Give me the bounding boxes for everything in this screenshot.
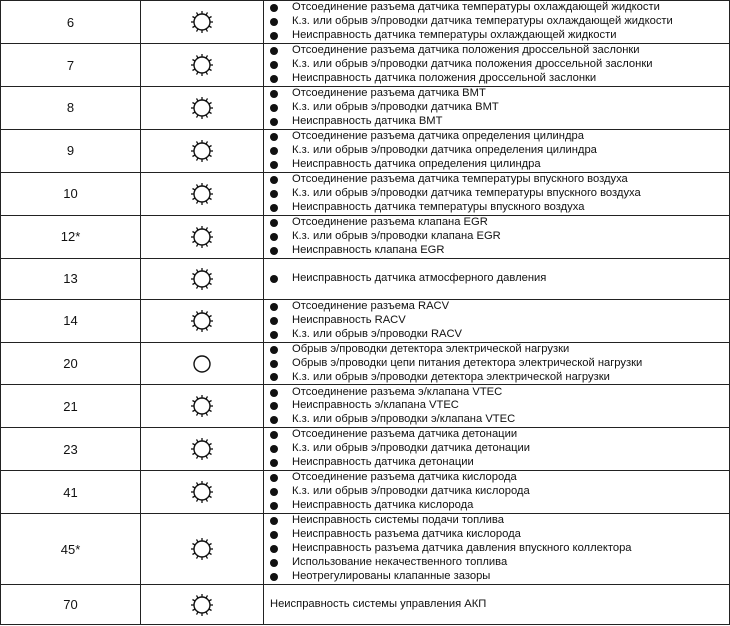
causes-cell	[264, 1, 730, 44]
cause-text: Неисправность разъема датчика давления впускного коллектора	[292, 542, 632, 555]
bullet-icon	[270, 416, 278, 424]
cause-item	[270, 44, 729, 58]
cause-item	[270, 115, 729, 129]
cause-item	[270, 328, 729, 342]
bullet-icon	[270, 133, 278, 141]
bullet-icon	[270, 517, 278, 525]
lamp-blinking-icon	[189, 436, 215, 462]
error-code-cell: 13	[1, 258, 141, 299]
error-code-cell: 10	[1, 172, 141, 215]
causes-cell	[264, 471, 730, 514]
cause-item	[270, 1, 729, 15]
cause-text: Отсоединение разъема RACV	[292, 299, 450, 312]
table-row	[1, 585, 730, 625]
cause-text: Неисправность датчика определения цилиндра	[292, 157, 541, 170]
cause-item	[270, 201, 729, 215]
cause-item	[270, 542, 729, 556]
cause-item	[270, 230, 729, 244]
bullet-icon	[270, 474, 278, 482]
table-row	[1, 428, 730, 471]
cause-text: К.з. или обрыв э/проводки датчика положения дроссельной заслонки	[292, 58, 653, 71]
cause-text: Отсоединение разъема датчика детонации	[292, 428, 518, 441]
error-code-cell: 41	[1, 471, 141, 514]
causes-cell	[264, 87, 730, 130]
causes-cell	[264, 129, 730, 172]
cause-text: Неисправность системы подачи топлива	[292, 514, 504, 527]
indicator-cell	[141, 342, 264, 385]
cause-item	[270, 413, 729, 427]
cause-text: К.з. или обрыв э/проводки э/клапана VTEC	[292, 413, 516, 426]
error-code-cell: 20	[1, 342, 141, 385]
lamp-blinking-icon	[189, 308, 215, 334]
cause-item	[270, 428, 729, 442]
cause-item	[270, 556, 729, 570]
bullet-icon	[270, 275, 278, 283]
bullet-icon	[270, 317, 278, 325]
lamp-blinking-icon	[189, 592, 215, 618]
lamp-off-icon	[189, 351, 215, 377]
indicator-cell	[141, 471, 264, 514]
indicator-cell	[141, 299, 264, 342]
error-code-cell: 14	[1, 299, 141, 342]
bullet-icon	[270, 4, 278, 12]
lamp-blinking-icon	[189, 138, 215, 164]
indicator-cell	[141, 87, 264, 130]
indicator-cell	[141, 258, 264, 299]
cause-text: Неисправность э/клапана VTEC	[292, 399, 459, 412]
bullet-icon	[270, 219, 278, 227]
bullet-icon	[270, 331, 278, 339]
bullet-icon	[270, 373, 278, 381]
bullet-icon	[270, 431, 278, 439]
cause-item	[270, 528, 729, 542]
bullet-icon	[270, 531, 278, 539]
cause-text: К.з. или обрыв э/проводки датчика кислорода	[292, 485, 530, 498]
cause-item	[270, 272, 729, 286]
bullet-icon	[270, 118, 278, 126]
cause-text: Отсоединение разъема клапана EGR	[292, 215, 488, 228]
cause-text: К.з. или обрыв э/проводки RACV	[292, 327, 463, 340]
cause-text: Обрыв э/проводки цепи питания детектора электрической нагрузки	[292, 356, 643, 369]
cause-text: Отсоединение разъема датчика положения дроссельной заслонки	[292, 44, 640, 57]
cause-text: Неисправность датчика положения дроссельной заслонки	[292, 71, 597, 84]
cause-text: К.з. или обрыв э/проводки датчика температуры впускного воздуха	[292, 186, 641, 199]
cause-text: Обрыв э/проводки детектора электрической нагрузки	[292, 342, 570, 355]
cause-item	[270, 101, 729, 115]
bullet-icon	[270, 402, 278, 410]
cause-text: Неисправность системы управления АКП	[270, 597, 487, 610]
cause-item	[270, 371, 729, 385]
cause-text: Неисправность датчика атмосферного давления	[292, 271, 547, 284]
lamp-blinking-icon	[189, 95, 215, 121]
cause-text: К.з. или обрыв э/проводки датчика детонации	[292, 442, 531, 455]
cause-item	[270, 216, 729, 230]
cause-item	[270, 442, 729, 456]
table-row	[1, 172, 730, 215]
lamp-blinking-icon	[189, 9, 215, 35]
cause-text: К.з. или обрыв э/проводки датчика определения цилиндра	[292, 143, 597, 156]
indicator-cell	[141, 129, 264, 172]
causes-cell	[264, 428, 730, 471]
bullet-icon	[270, 247, 278, 255]
cause-item	[270, 187, 729, 201]
cause-item	[270, 343, 729, 357]
causes-cell	[264, 299, 730, 342]
cause-item	[270, 485, 729, 499]
cause-text: Отсоединение разъема э/клапана VTEC	[292, 385, 503, 398]
lamp-blinking-icon	[189, 536, 215, 562]
cause-text: Неисправность разъема датчика кислорода	[292, 528, 521, 541]
cause-item	[270, 144, 729, 158]
causes-cell	[264, 385, 730, 428]
lamp-blinking-icon	[189, 266, 215, 292]
bullet-icon	[270, 303, 278, 311]
indicator-cell	[141, 585, 264, 625]
cause-text: Отсоединение разъема датчика кислорода	[292, 471, 517, 484]
causes-cell	[264, 172, 730, 215]
table-row	[1, 215, 730, 258]
table-row	[1, 385, 730, 428]
error-code-cell: 45*	[1, 514, 141, 585]
table-row	[1, 44, 730, 87]
cause-item	[270, 58, 729, 72]
cause-item	[270, 72, 729, 86]
bullet-icon	[270, 176, 278, 184]
cause-text: Неисправность клапана EGR	[292, 243, 445, 256]
cause-text: К.з. или обрыв э/проводки датчика температуры охлаждающей жидкости	[292, 15, 673, 28]
cause-item	[270, 514, 729, 528]
indicator-cell	[141, 514, 264, 585]
cause-text: Неотрегулированы клапанные зазоры	[292, 570, 491, 583]
cause-item	[270, 598, 729, 612]
cause-item	[270, 173, 729, 187]
lamp-blinking-icon	[189, 224, 215, 250]
cause-item	[270, 130, 729, 144]
indicator-cell	[141, 428, 264, 471]
table-row	[1, 471, 730, 514]
bullet-icon	[270, 18, 278, 26]
causes-cell	[264, 258, 730, 299]
indicator-cell	[141, 385, 264, 428]
lamp-blinking-icon	[189, 393, 215, 419]
cause-item	[270, 244, 729, 258]
table-row	[1, 1, 730, 44]
cause-text: Неисправность датчика кислорода	[292, 499, 474, 512]
bullet-icon	[270, 204, 278, 212]
error-code-cell: 70	[1, 585, 141, 625]
causes-cell	[264, 342, 730, 385]
indicator-cell	[141, 44, 264, 87]
indicator-cell	[141, 215, 264, 258]
cause-item	[270, 386, 729, 400]
error-code-cell: 23	[1, 428, 141, 471]
indicator-cell	[141, 172, 264, 215]
causes-cell	[264, 585, 730, 625]
bullet-icon	[270, 346, 278, 354]
cause-text: К.з. или обрыв э/проводки детектора электрической нагрузки	[292, 370, 610, 383]
causes-cell	[264, 514, 730, 585]
bullet-icon	[270, 75, 278, 83]
cause-item	[270, 15, 729, 29]
bullet-icon	[270, 161, 278, 169]
cause-item	[270, 399, 729, 413]
cause-text: Неисправность датчика температуры впускного воздуха	[292, 200, 585, 213]
bullet-icon	[270, 47, 278, 55]
cause-item	[270, 300, 729, 314]
cause-text: Использование некачественного топлива	[292, 556, 508, 569]
error-code-cell: 12*	[1, 215, 141, 258]
table-row	[1, 258, 730, 299]
bullet-icon	[270, 502, 278, 510]
cause-item	[270, 570, 729, 584]
lamp-blinking-icon	[189, 479, 215, 505]
bullet-icon	[270, 559, 278, 567]
bullet-icon	[270, 488, 278, 496]
bullet-icon	[270, 233, 278, 241]
bullet-icon	[270, 90, 278, 98]
bullet-icon	[270, 147, 278, 155]
cause-text: К.з. или обрыв э/проводки клапана EGR	[292, 229, 501, 242]
error-code-cell: 7	[1, 44, 141, 87]
bullet-icon	[270, 190, 278, 198]
error-code-cell: 21	[1, 385, 141, 428]
cause-item	[270, 499, 729, 513]
table-row	[1, 514, 730, 585]
cause-text: Неисправность датчика температуры охлаждающей жидкости	[292, 28, 617, 41]
cause-text: Отсоединение разъема датчика температуры охлаждающей жидкости	[292, 1, 660, 14]
bullet-icon	[270, 445, 278, 453]
cause-text: К.з. или обрыв э/проводки датчика ВМТ	[292, 100, 499, 113]
causes-cell	[264, 44, 730, 87]
bullet-icon	[270, 545, 278, 553]
bullet-icon	[270, 389, 278, 397]
bullet-icon	[270, 360, 278, 368]
bullet-icon	[270, 573, 278, 581]
error-code-cell: 9	[1, 129, 141, 172]
table-row	[1, 342, 730, 385]
table-body	[1, 1, 730, 625]
error-code-cell: 8	[1, 87, 141, 130]
cause-text: Неисправность датчика ВМТ	[292, 114, 443, 127]
table-row	[1, 129, 730, 172]
indicator-cell	[141, 1, 264, 44]
cause-item	[270, 29, 729, 43]
cause-text: Неисправность RACV	[292, 313, 406, 326]
cause-text: Отсоединение разъема датчика ВМТ	[292, 87, 486, 99]
cause-text: Отсоединение разъема датчика температуры впускного воздуха	[292, 172, 628, 185]
table-row	[1, 299, 730, 342]
cause-item	[270, 456, 729, 470]
causes-cell	[264, 215, 730, 258]
table-row	[1, 87, 730, 130]
cause-item	[270, 471, 729, 485]
bullet-icon	[270, 104, 278, 112]
error-code-cell: 6	[1, 1, 141, 44]
cause-item	[270, 357, 729, 371]
bullet-icon	[270, 459, 278, 467]
cause-text: Неисправность датчика детонации	[292, 456, 474, 469]
cause-text: Отсоединение разъема датчика определения цилиндра	[292, 129, 584, 142]
lamp-blinking-icon	[189, 52, 215, 78]
cause-item	[270, 87, 729, 101]
bullet-icon	[270, 61, 278, 69]
bullet-icon	[270, 32, 278, 40]
lamp-blinking-icon	[189, 181, 215, 207]
cause-item	[270, 158, 729, 172]
cause-item	[270, 314, 729, 328]
